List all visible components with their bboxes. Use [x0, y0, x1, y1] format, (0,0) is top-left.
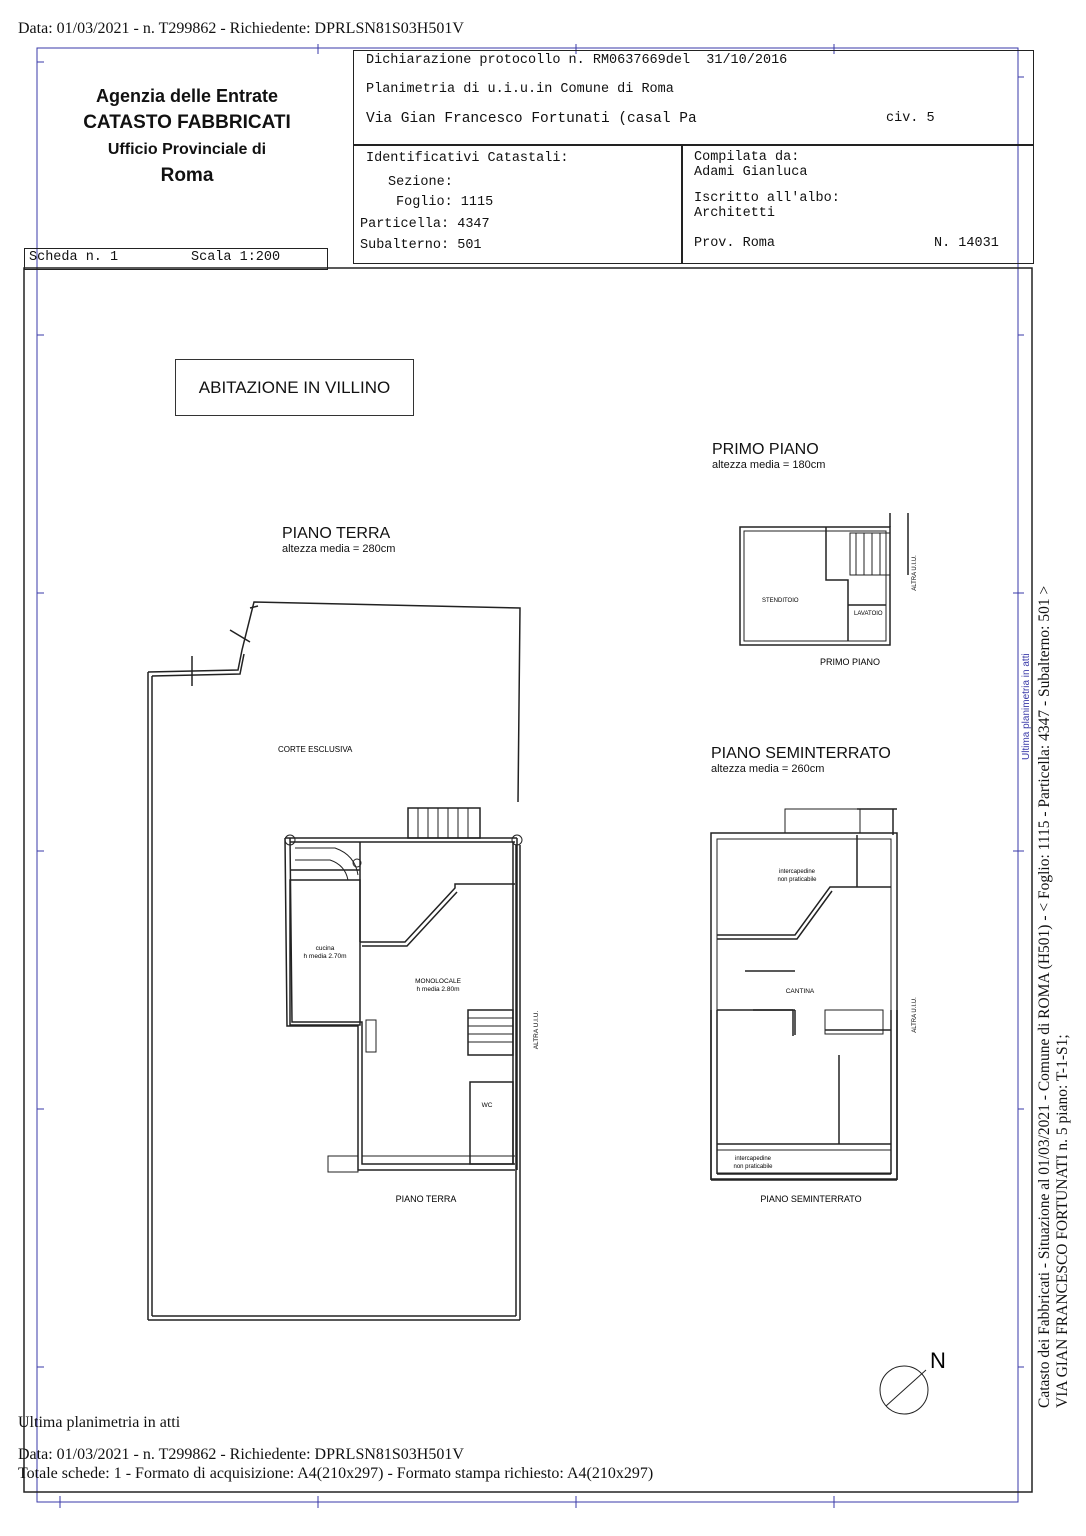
seminterrato-plan-lower [705, 1010, 930, 1210]
scheda-box [24, 248, 328, 270]
piano-terra-caption: PIANO TERRA [395, 1194, 457, 1204]
intercapedine-bottom-note: non praticabile [733, 1164, 773, 1170]
identifier-sezione: Sezione: [388, 175, 453, 190]
piano-terra-plan [130, 590, 540, 1330]
identifiers-box [353, 144, 683, 264]
agency-name: Agenzia delle Entrate [95, 86, 279, 106]
wc-label: WC [481, 1102, 493, 1109]
compiler-box [681, 144, 1034, 264]
north-label: N [930, 1348, 946, 1373]
protocol-box [353, 50, 1034, 146]
compiler-prov: Prov. Roma [694, 236, 776, 251]
piano-terra-height: altezza media = 280cm [282, 543, 396, 555]
monolocale-label: MONOLOCALE [415, 978, 461, 985]
protocol-address: Via Gian Francesco Fortunati (casal Pa [366, 111, 697, 127]
side-address-line: VIA GIAN FRANCESCO FORTUNATI n. 5 piano: T-1-S1; [1054, 1034, 1071, 1408]
unit-type-box [175, 359, 414, 416]
footer-totale: Totale schede: 1 - Formato di acquisizione: A4(210x297) - Formato stampa richiesto: A4(210x297) [18, 1465, 654, 1482]
scheda-number: Scheda n. 1 [29, 250, 119, 265]
compiler-label: Compilata da: [694, 150, 800, 165]
albo-value: Architetti [694, 206, 776, 221]
piano-terra-heading [282, 525, 395, 555]
identifier-particella: Particella: 4347 [360, 217, 490, 232]
cucina-label: cucina [315, 945, 335, 952]
seminterrato-title: PIANO SEMINTERRATO [711, 745, 891, 762]
seminterrato-height: altezza media = 260cm [711, 763, 825, 775]
compiler-name: Adami Gianluca [694, 165, 808, 180]
identifier-foglio: Foglio: 1115 [396, 195, 494, 210]
intercapedine-top-label: intercapedine [778, 869, 816, 875]
primo-piano-heading [712, 441, 825, 471]
seminterrato-heading [711, 745, 891, 775]
primo-piano-height: altezza media = 180cm [712, 459, 826, 471]
cucina-height: h media 2.70m [303, 953, 347, 960]
primo-piano-caption: PRIMO PIANO [819, 657, 881, 667]
ufficio-city: Roma [160, 165, 214, 186]
side-catasto-line: Catasto dei Fabbricati - Situazione al 01/03/2021 - Comune di ROMA (H501) - < Foglio: 1115 - Particella: 4347 - Subalterno: 501 > [1036, 585, 1053, 1408]
altra-uiu-ps: ALTRA U.I.U. [912, 997, 918, 1033]
agency-block [70, 84, 304, 190]
primo-piano-title: PRIMO PIANO [712, 441, 819, 458]
seminterrato-plan [705, 805, 930, 1033]
primo-piano-plan [730, 505, 930, 675]
lavatoio-label: LAVATOIO [854, 611, 883, 617]
identifiers-title: Identificativi Catastali: [366, 151, 569, 166]
scheda-scale: Scala 1:200 [191, 250, 281, 265]
piano-terra-title: PIANO TERRA [282, 525, 391, 542]
unit-type-label: ABITAZIONE IN VILLINO [198, 377, 391, 397]
north-arrow-icon [870, 1340, 960, 1420]
monolocale-height: h media 2.80m [416, 986, 460, 993]
footer-ultima: Ultima planimetria in atti [18, 1414, 181, 1431]
albo-label: Iscritto all'albo: [694, 191, 840, 206]
cantina-label: CANTINA [785, 988, 815, 995]
side-stamp: Ultima planimetria in atti [1021, 653, 1032, 760]
protocol-planimetria: Planimetria di u.i.u.in Comune di Roma [366, 82, 674, 97]
compiler-number: N. 14031 [934, 236, 999, 251]
corte-label: CORTE ESCLUSIVA [278, 745, 353, 754]
intercapedine-top-note: non praticabile [777, 877, 817, 883]
seminterrato-caption: PIANO SEMINTERRATO [760, 1194, 862, 1204]
identifier-subalterno: Subalterno: 501 [360, 238, 482, 253]
altra-uiu-pt: ALTRA U.I.U. [533, 1010, 540, 1050]
altra-uiu-pp: ALTRA U.I.U. [912, 555, 918, 591]
protocol-declaration: Dichiarazione protocollo n. RM0637669del 31/10/2016 [366, 53, 788, 68]
intercapedine-bottom-label: intercapedine [734, 1156, 772, 1162]
ufficio-label: Ufficio Provinciale di [107, 141, 267, 158]
request-line: Data: 01/03/2021 - n. T299862 - Richiedente: DPRLSN81S03H501V [18, 20, 464, 37]
stenditoio-label: STENDITOIO [762, 598, 799, 604]
protocol-civ: civ. 5 [886, 111, 935, 126]
footer-data: Data: 01/03/2021 - n. T299862 - Richiedente: DPRLSN81S03H501V [18, 1446, 464, 1463]
catasto-title: CATASTO FABBRICATI [83, 112, 291, 133]
